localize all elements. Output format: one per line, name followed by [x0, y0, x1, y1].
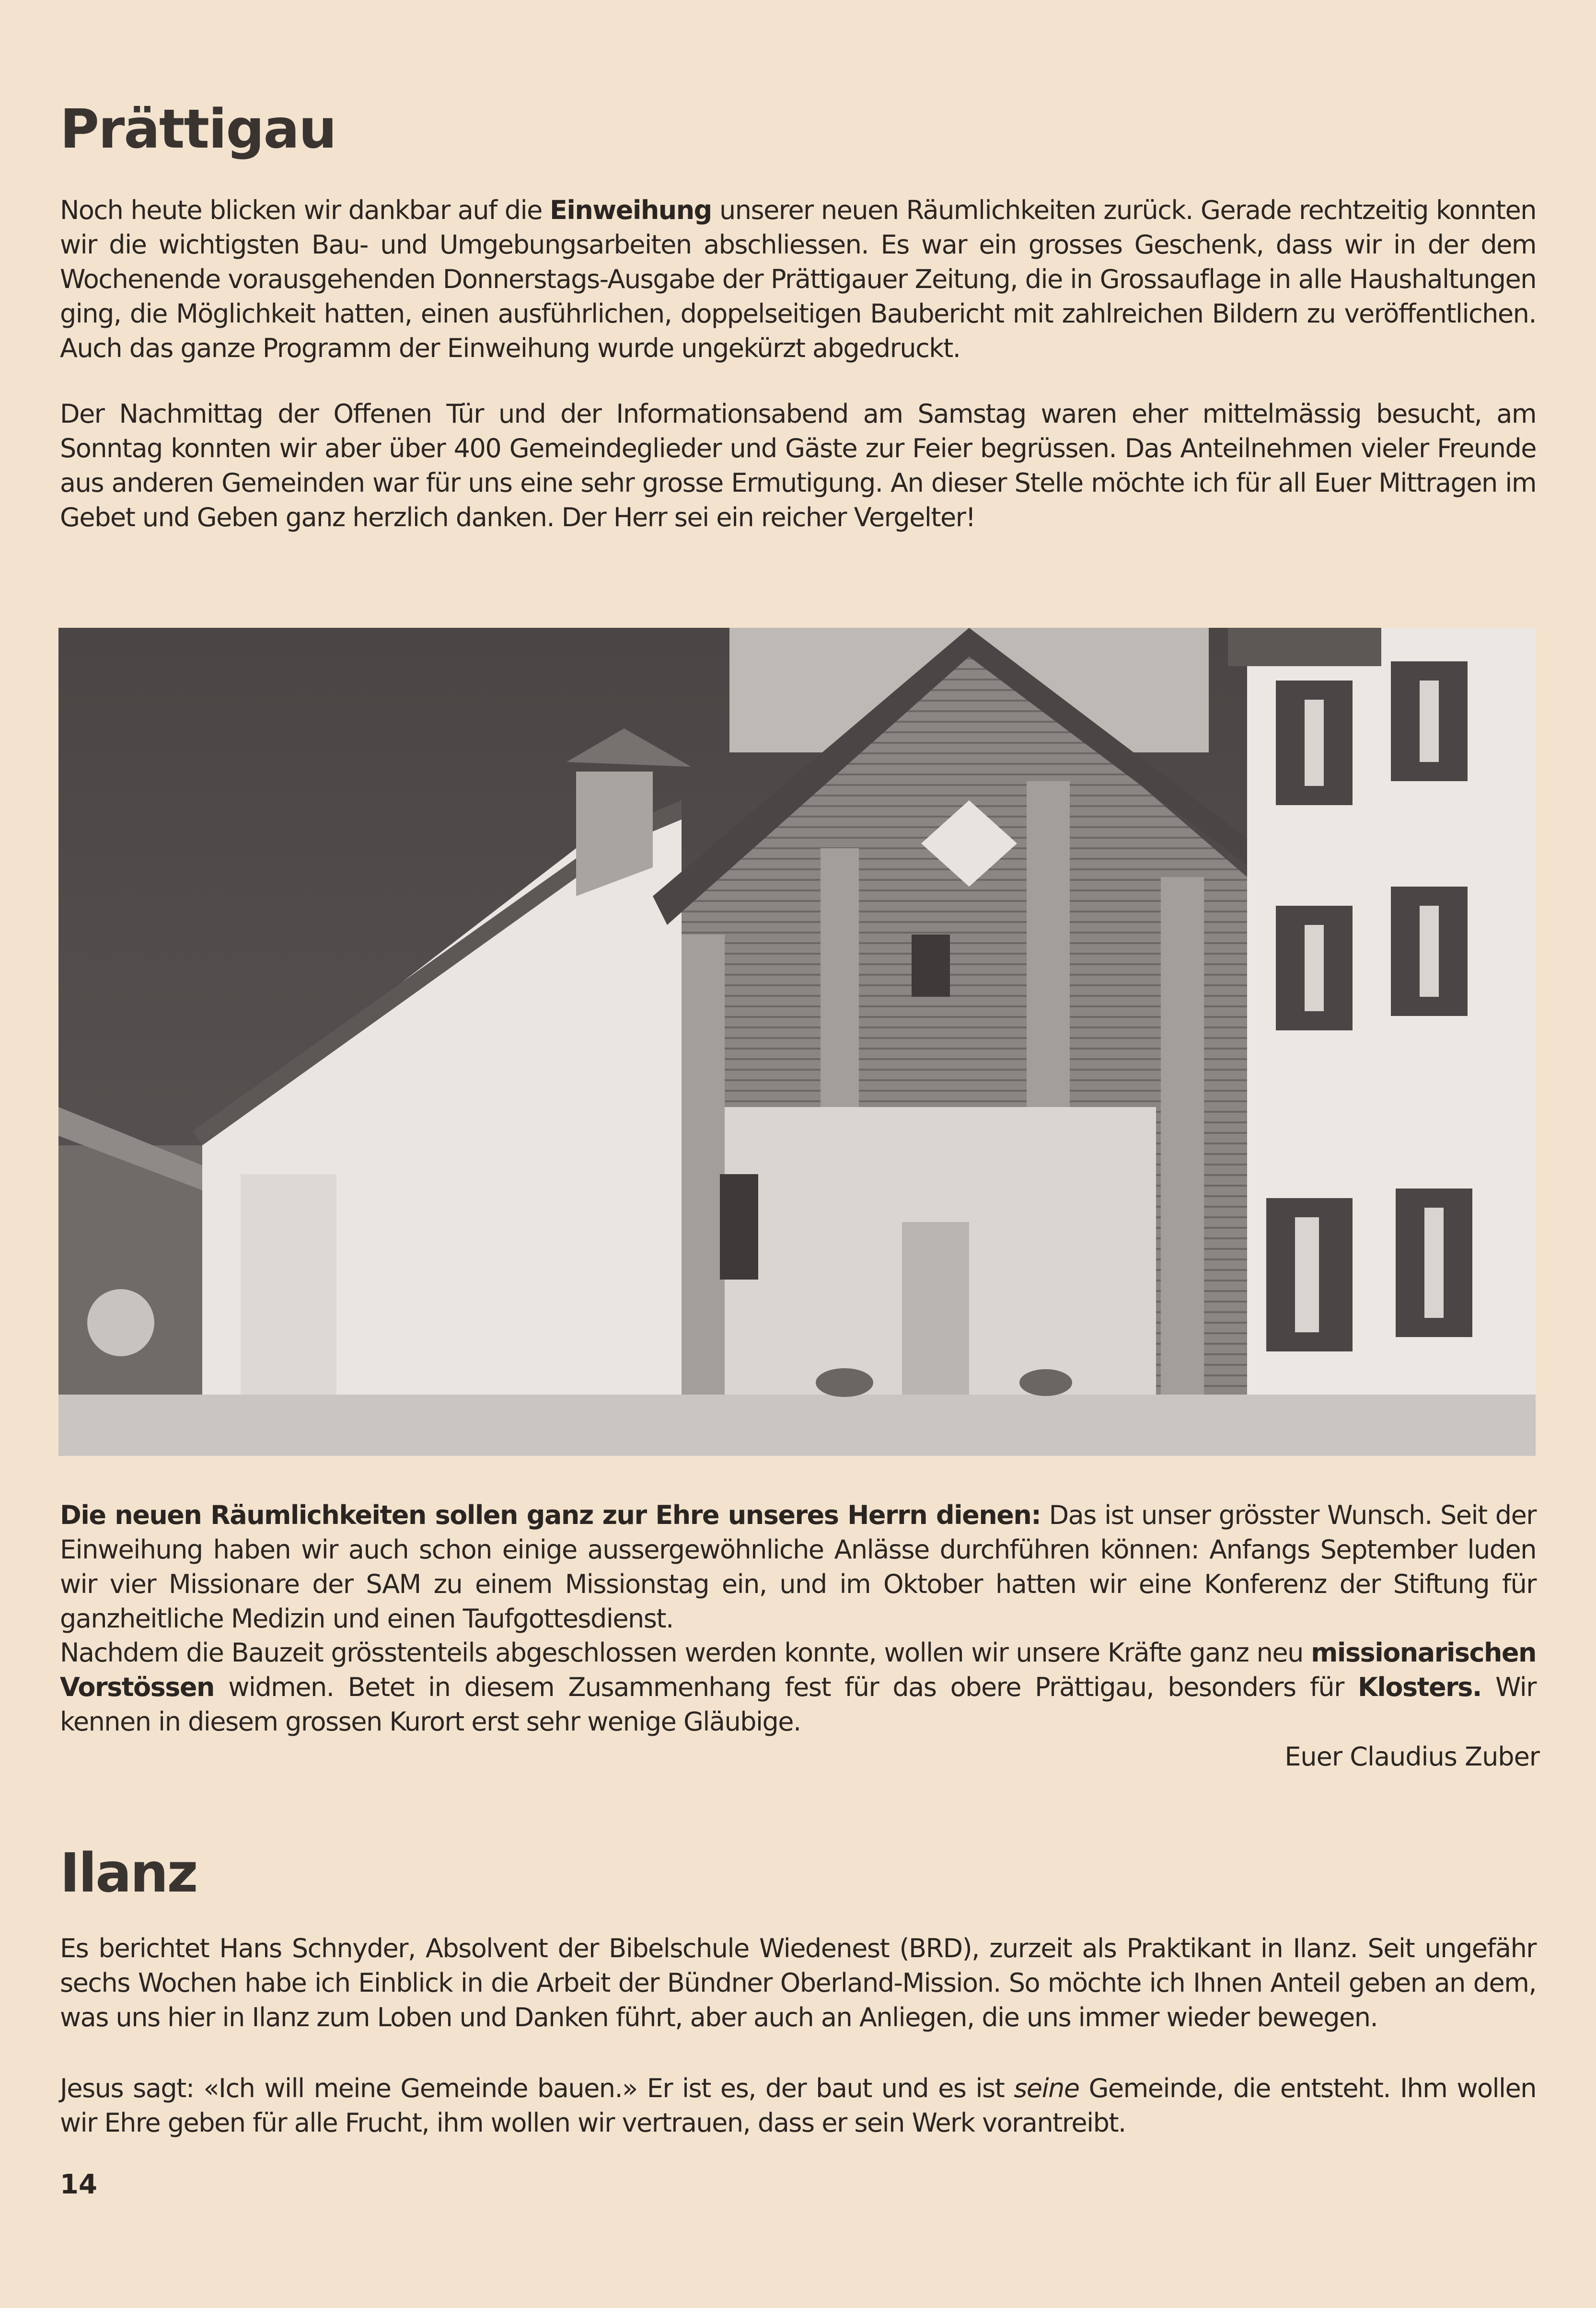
- emphasis-text: missionarischen Vorstössen: [60, 1638, 1536, 1702]
- paragraph: Es berichtet Hans Schnyder, Absolvent der Bibelschule Wiedenest (BRD), zurzeit als Praktikant in Ilanz. Seit ungefähr sechs Wochen habe ich Einblick in die Arbeit der Bündner Oberland-Mission. So möchte ich Ihnen Anteil geben an dem, was uns hier in Ilanz zum Loben und Danken führt, aber auch an Anliegen, die uns immer wieder bewegen.: [60, 1933, 1536, 2032]
- emphasis-text: Die neuen Räumlichkeiten sollen ganz zur Ehre unseres Herrn dienen:: [60, 1500, 1041, 1530]
- photo-image: [58, 628, 1536, 1456]
- paragraph-text: Nachdem die Bauzeit grösstenteils abgeschlossen werden konnte, wollen wir unsere Kräfte ganz neu: [60, 1638, 1311, 1668]
- paragraph-text: unserer neuen Räumlichkeiten zurück. Gerade rechtzeitig konnten wir die wichtigsten Bau- und Umgebungsarbeiten abschliessen. Es war ein grosses Geschenk, dass wir in der dem Wochenende vorausgehenden Donnerstags-Ausgabe der Prättigauer Zeitung, die in Grossauflage in alle Haushaltungen ging, die Möglichkeit hatten, einen ausführlichen, doppelseitigen Baubericht mit zahlreichen Bildern zu veröffentlichen. Auch das ganze Programm der Einweihung wurde ungekürzt abgedruckt.: [60, 195, 1536, 363]
- page-number: 14: [60, 2169, 97, 2200]
- church-building-photo: [58, 628, 1536, 1456]
- emphasis-text: Einweihung: [549, 195, 712, 225]
- emphasis-text: Klosters.: [1358, 1672, 1481, 1702]
- paragraph-text: Wir kennen in diesem grossen Kurort erst sehr wenige Gläubige.: [60, 1672, 1537, 1737]
- section-title-ilanz: Ilanz: [60, 1842, 197, 1904]
- emphasis-text: seine: [1014, 2073, 1079, 2103]
- paragraph: [60, 193, 1536, 366]
- paragraph-text: widmen. Betet in diesem Zusammenhang fest für das obere Prättigau, besonders für: [214, 1672, 1358, 1702]
- signature: Euer Claudius Zuber: [1284, 1742, 1539, 1772]
- paragraph-text: Noch heute blicken wir dankbar auf die: [60, 195, 550, 225]
- section-title-prattigau: Prättigau: [60, 98, 336, 161]
- paragraph: Der Nachmittag der Offenen Tür und der Informationsabend am Samstag waren eher mittelmässig besucht, am Sonntag konnten wir aber über 400 Gemeindeglieder und Gäste zur Feier begrüssen. Das Anteilnehmen vieler Freunde aus anderen Gemeinden war für uns eine sehr grosse Ermutigung. An dieser Stelle möchte ich für all Euer Mittragen im Gebet und Geben ganz herzlich danken. Der Herr sei ein reicher Vergelter!: [60, 399, 1536, 532]
- paragraph-text: Gemeinde, die entsteht. Ihm wollen wir Ehre geben für alle Frucht, ihm wollen wir vertrauen, dass er sein Werk vorantreibt.: [60, 2073, 1537, 2138]
- paragraph: [60, 1498, 1536, 1636]
- paragraph: [60, 1636, 1536, 1739]
- paragraph: [60, 2071, 1536, 2140]
- paragraph-text: Das ist unser grösster Wunsch. Seit der Einweihung haben wir auch schon einige aussergewöhnliche Anlässe durchführen können: Anfangs September luden wir vier Missionare der SAM zu einem Missionstag ein, und im Oktober hatten wir eine Konferenz der Stiftung für ganzheitliche Medizin und einen Taufgottesdienst.: [60, 1500, 1536, 1634]
- paragraph-text: Jesus sagt: «Ich will meine Gemeinde bauen.» Er ist es, der baut und es ist: [60, 2073, 1014, 2103]
